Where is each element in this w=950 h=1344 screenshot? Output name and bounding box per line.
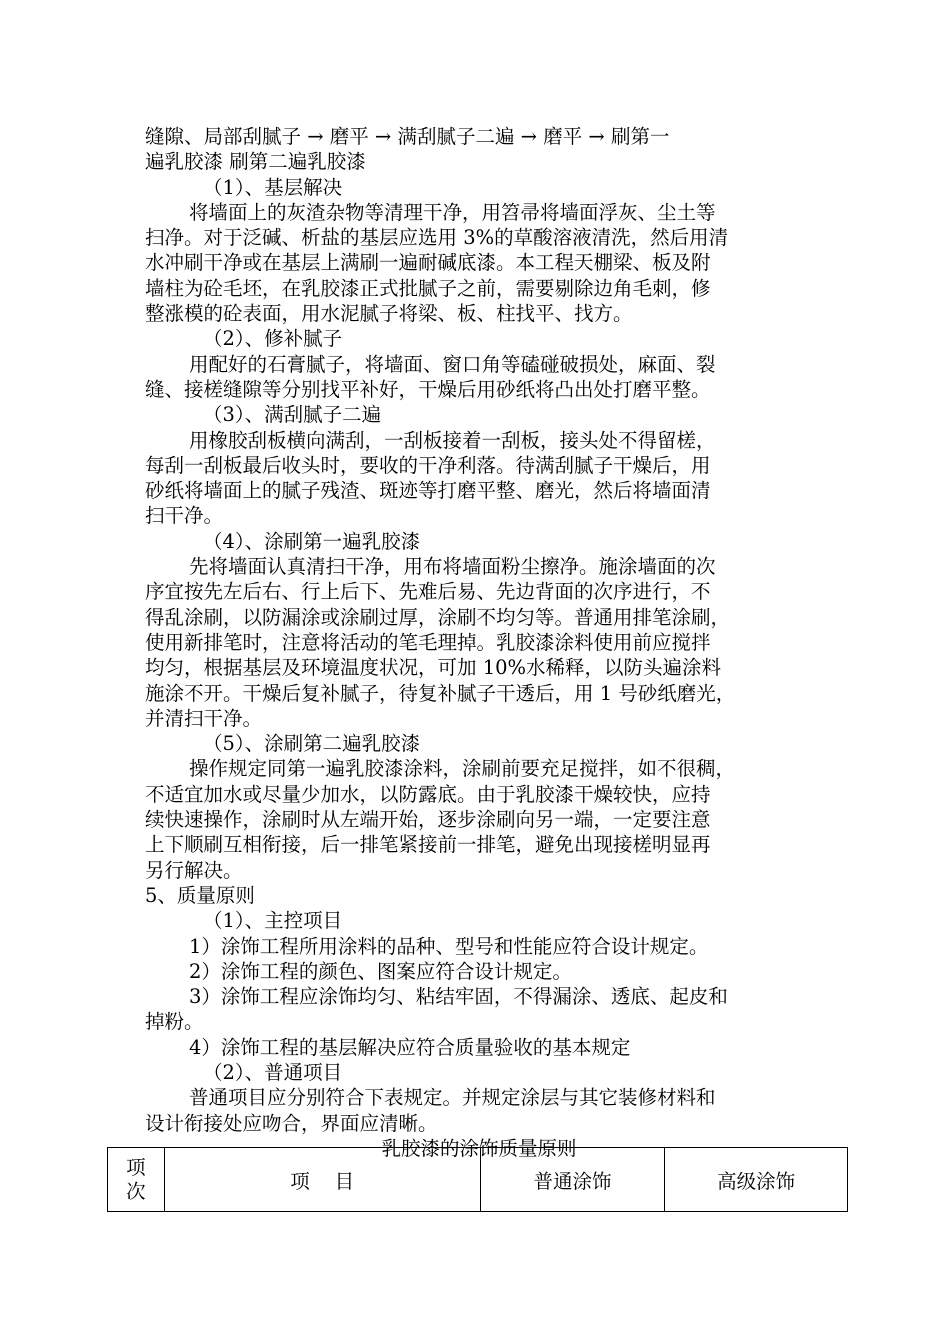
text-line: 扫干净。 — [145, 504, 224, 528]
text-line: 水冲刷干净或在基层上满刷一遍耐碱底漆。本工程天棚梁、板及附 — [145, 251, 711, 275]
text-line: 5、质量原则 — [145, 883, 255, 907]
text-line: 将墙面上的灰渣杂物等清理干净，用笤帚将墙面浮灰、尘土等 — [189, 200, 716, 224]
text-line: 整涨模的砼表面，用水泥腻子将梁、板、柱找平、找方。 — [145, 302, 633, 326]
text-line: （5）、涂刷第二遍乳胶漆 — [203, 732, 421, 756]
text-line: 3）涂饰工程应涂饰均匀、粘结牢固，不得漏涂、透底、起皮和 — [189, 985, 728, 1009]
text-line: 普通项目应分别符合下表规定。并规定涂层与其它装修材料和 — [189, 1086, 716, 1110]
text-line: 砂纸将墙面上的腻子残渣、斑迹等打磨平整、磨光，然后将墙面清 — [145, 479, 711, 503]
text-line: （2）、普通项目 — [203, 1060, 343, 1084]
text-line: 缝、接槎缝隙等分别找平补好，干燥后用砂纸将凸出处打磨平整。 — [145, 377, 711, 401]
text-line: （4）、涂刷第一遍乳胶漆 — [203, 529, 421, 553]
text-line: 不适宜加水或尽量少加水，以防露底。由于乳胶漆干燥较快，应持 — [145, 782, 711, 806]
text-line: （1）、基层解决 — [203, 175, 343, 199]
text-line: 1）涂饰工程所用涂料的品种、型号和性能应符合设计规定。 — [189, 934, 709, 958]
text-line: 另行解决。 — [145, 858, 243, 882]
table-header-row — [108, 1148, 848, 1212]
text-line: 上下顺刷互相衔接，后一排笔紧接前一排笔，避免出现接槎明显再 — [145, 833, 711, 857]
text-line: 遍乳胶漆 刷第二遍乳胶漆 — [145, 150, 366, 174]
text-line: 4）涂饰工程的基层解决应符合质量验收的基本规定 — [189, 1035, 631, 1059]
text-line: 每刮一刮板最后收头时，要收的干净利落。待满刮腻子干燥后，用 — [145, 453, 711, 477]
text-line: 2）涂饰工程的颜色、图案应符合设计规定。 — [189, 959, 572, 983]
table-caption: 乳胶漆的涂饰质量原则 — [381, 1136, 577, 1160]
text-line: 并清扫干净。 — [145, 706, 263, 730]
text-line: 先将墙面认真清扫干净，用布将墙面粉尘擦净。施涂墙面的次 — [189, 555, 716, 579]
text-line: （1）、主控项目 — [203, 909, 343, 933]
text-line: 得乱涂刷，以防漏涂或涂刷过厚，涂刷不均匀等。普通用排笔涂刷， — [145, 605, 731, 629]
text-line: 缝隙、局部刮腻子 → 磨平 → 满刮腻子二遍 → 磨平 → 刷第一 — [145, 125, 670, 148]
text-line: （2）、修补腻子 — [203, 327, 343, 351]
text-line: 序宜按先左后右、行上后下、先难后易、先边背面的次序进行，不 — [145, 580, 711, 604]
text-line: 扫净。对于泛碱、析盐的基层应选用 3%的草酸溶液清洗，然后用清 — [145, 226, 729, 250]
header-item: 项 目 — [164, 1148, 480, 1212]
text-line: 掉粉。 — [145, 1010, 204, 1034]
text-line: 使用新排笔时，注意将活动的笔毛理掉。乳胶漆涂料使用前应搅拌 — [145, 630, 711, 654]
text-line: （3）、满刮腻子二遍 — [203, 403, 382, 427]
text-line: 均匀，根据基层及环境温度状况，可加 10%水稀释，以防头遍涂料 — [145, 656, 722, 680]
text-line: 设计衔接处应吻合，界面应清晰。 — [145, 1111, 438, 1135]
header-item-no: 项 次 — [108, 1148, 165, 1212]
quality-table — [107, 1147, 848, 1212]
text-line: 操作规定同第一遍乳胶漆涂料，涂刷前要充足搅拌，如不很稠， — [189, 757, 736, 781]
header-advanced-finish: 高级涂饰 — [665, 1148, 848, 1212]
header-normal-finish: 普通涂饰 — [480, 1148, 665, 1212]
text-line: 施涂不开。干燥后复补腻子，待复补腻子干透后，用 1 号砂纸磨光， — [145, 681, 736, 705]
document-body — [145, 124, 813, 1161]
text-line: 续快速操作，涂刷时从左端开始，逐步涂刷向另一端，一定要注意 — [145, 808, 711, 832]
text-line: 用配好的石膏腻子，将墙面、窗口角等磕碰破损处，麻面、裂 — [189, 352, 716, 376]
text-line: 墙柱为砼毛坯，在乳胶漆正式批腻子之前，需要剔除边角毛刺，修 — [145, 276, 711, 300]
text-line: 用橡胶刮板横向满刮，一刮板接着一刮板，接头处不得留槎， — [189, 428, 716, 452]
